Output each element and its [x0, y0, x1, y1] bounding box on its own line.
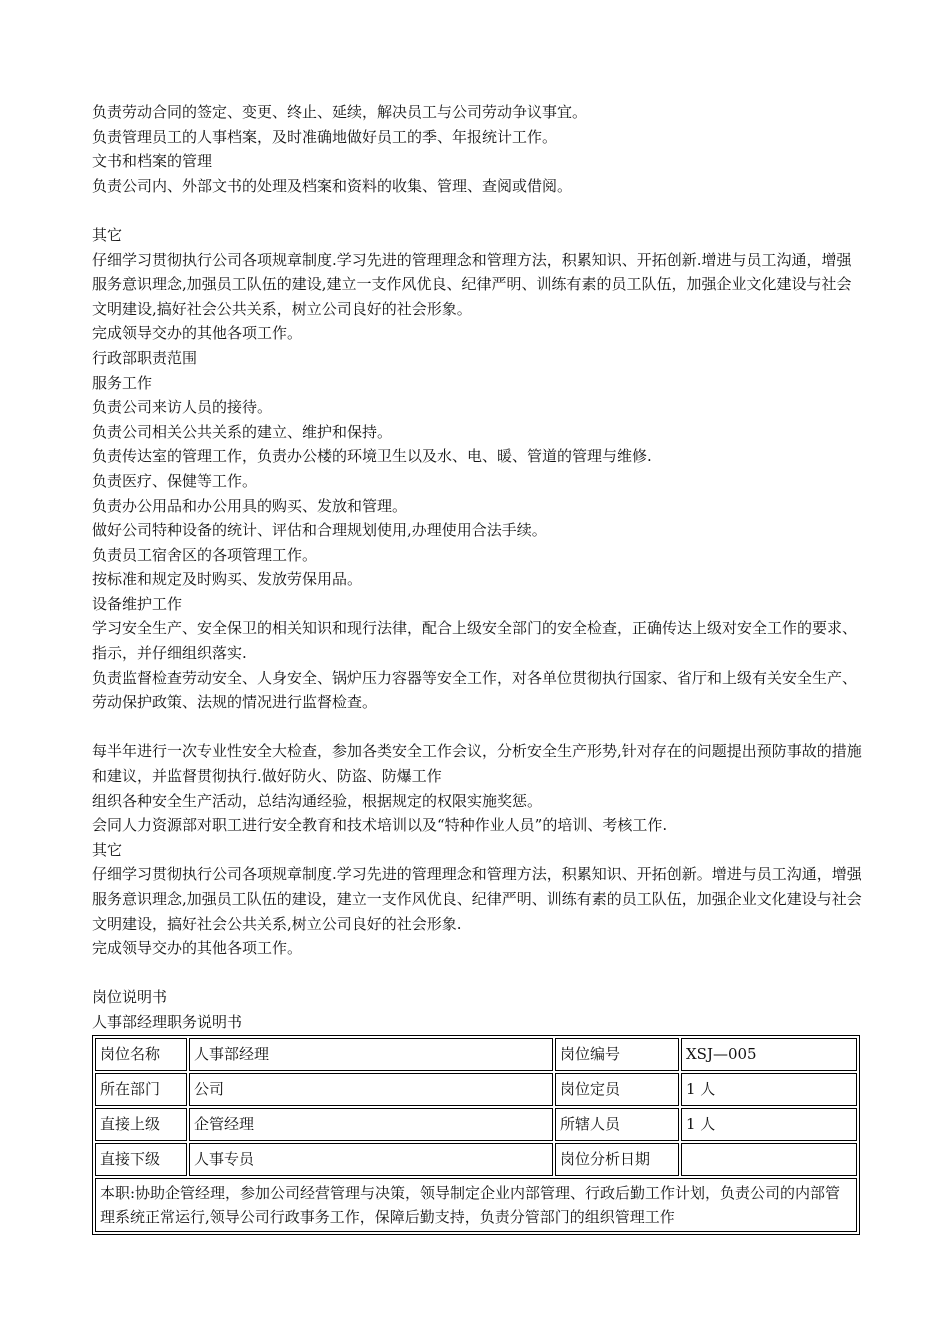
table-row [95, 1108, 857, 1141]
paragraph: 负责管理员工的人事档案，及时准确地做好员工的季、年报统计工作。 [92, 127, 558, 146]
table-cell: 直接下级 [95, 1143, 187, 1176]
table-cell: 1 人 [681, 1073, 857, 1106]
paragraph: 负责监督检查劳动安全、人身安全、锅炉压力容器等安全工作，对各单位贯彻执行国家、省厅和上级有关安全生产、劳动保护政策、法规的情况进行监督检查。 [92, 668, 858, 712]
paragraph: 会同人力资源部对职工进行安全教育和技术培训以及“特种作业人员”的培训、考核工作. [92, 816, 668, 835]
document-body [92, 100, 862, 1235]
table-row [95, 1038, 857, 1071]
paragraph: 按标准和规定及时购买、发放劳保用品。 [92, 570, 363, 589]
section-heading: 其它 [92, 840, 123, 859]
section-heading: 文书和档案的管理 [92, 152, 213, 171]
paragraph: 每半年进行一次专业性安全大检查，参加各类安全工作会议，分析安全生产形势,针对存在的问题提出预防事故的措施和建议，并监督贯彻执行.做好防火、防盗、防爆工作 [92, 742, 862, 786]
paragraph: 做好公司特种设备的统计、评估和合理规划使用,办理使用合法手续。 [92, 521, 547, 540]
table-cell: XSJ—005 [681, 1038, 857, 1071]
paragraph: 负责公司内、外部文书的处理及档案和资料的收集、管理、查阅或借阅。 [92, 176, 573, 195]
table-cell: 1 人 [681, 1108, 857, 1141]
table-cell: 岗位名称 [95, 1038, 187, 1071]
table-cell: 岗位编号 [555, 1038, 679, 1071]
table-row [95, 1178, 857, 1232]
paragraph: 学习安全生产、安全保卫的相关知识和现行法律，配合上级安全部门的安全检查，正确传达上级对安全工作的要求、指示，并仔细组织落实. [92, 619, 858, 663]
section-heading: 设备维护工作 [92, 594, 183, 613]
section-heading: 其它 [92, 225, 123, 244]
table-cell: 岗位分析日期 [555, 1143, 679, 1176]
document-title: 岗位说明书 [92, 988, 168, 1007]
table-caption: 人事部经理职务说明书 [92, 1012, 243, 1031]
paragraph: 负责医疗、保健等工作。 [92, 471, 258, 490]
paragraph: 负责劳动合同的签定、变更、终止、延续，解决员工与公司劳动争议事宜。 [92, 103, 588, 121]
paragraph: 负责员工宿舍区的各项管理工作。 [92, 545, 318, 564]
table-row [95, 1073, 857, 1106]
blank-line [92, 198, 862, 223]
duty-cell: 本职:协助企管经理，参加公司经营管理与决策，领导制定企业内部管理、行政后勤工作计划，负责公司的内部管理系统正常运行,领导公司行政事务工作，保障后勤支持，负责分管部门的组织管理工作 [95, 1178, 857, 1232]
paragraph: 负责传达室的管理工作，负责办公楼的环境卫生以及水、电、暖、管道的管理与维修. [92, 447, 652, 466]
section-heading: 服务工作 [92, 373, 153, 392]
table-cell: 岗位定员 [555, 1073, 679, 1106]
table-cell: 直接上级 [95, 1108, 187, 1141]
table-cell: 所在部门 [95, 1073, 187, 1106]
paragraph: 组织各种安全生产活动，总结沟通经验，根据规定的权限实施奖惩。 [92, 791, 543, 810]
paragraph: 负责办公用品和办公用具的购买、发放和管理。 [92, 496, 408, 515]
table-cell: 人事部经理 [189, 1038, 553, 1071]
paragraph: 负责公司相关公共关系的建立、维护和保持。 [92, 422, 393, 441]
paragraph: 仔细学习贯彻执行公司各项规章制度.学习先进的管理理念和管理方法，积累知识、开拓创新。增进与员工沟通，增强服务意识理念,加强员工队伍的建设，建立一支作风优良、纪律严明、训练有素的员工队伍，加强企业文化建设与社会文明建设，搞好社会公共关系,树立公司良好的社会形象. [92, 865, 862, 933]
paragraph: 负责公司来访人员的接待。 [92, 398, 273, 417]
blank-line [92, 715, 862, 740]
blank-line [92, 961, 862, 986]
table-cell [681, 1143, 857, 1176]
table-cell: 公司 [189, 1073, 553, 1106]
job-description-table [92, 1035, 860, 1235]
paragraph: 完成领导交办的其他各项工作。 [92, 939, 303, 958]
paragraph: 完成领导交办的其他各项工作。 [92, 324, 303, 343]
table-row [95, 1143, 857, 1176]
section-heading: 行政部职责范围 [92, 348, 198, 367]
table-cell: 所辖人员 [555, 1108, 679, 1141]
paragraph: 仔细学习贯彻执行公司各项规章制度.学习先进的管理理念和管理方法，积累知识、开拓创新.增进与员工沟通，增强服务意识理念,加强员工队伍的建设,建立一支作风优良、纪律严明、训练有素的员工队伍，加强企业文化建设与社会文明建设,搞好社会公共关系，树立公司良好的社会形象。 [92, 250, 852, 318]
table-cell: 企管经理 [189, 1108, 553, 1141]
table-cell: 人事专员 [189, 1143, 553, 1176]
